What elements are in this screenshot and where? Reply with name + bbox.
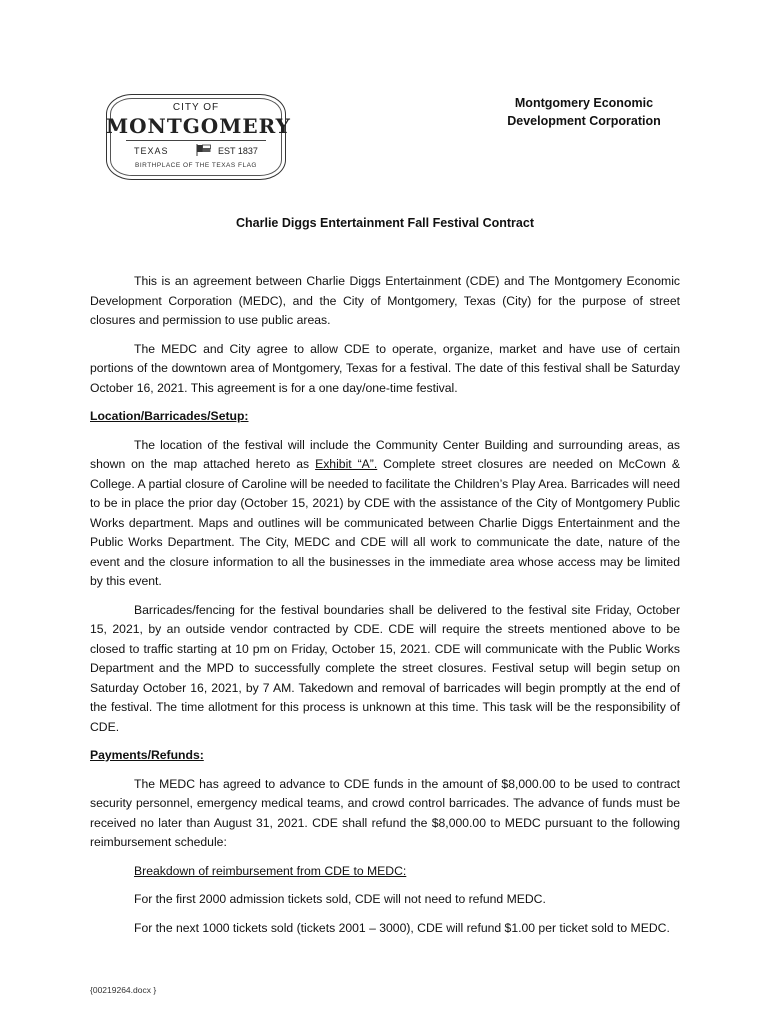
payments-paragraph: The MEDC has agreed to advance to CDE funds in the amount of $8,000.00 to be used to contract security personnel, emergency medical teams, and crowd control barricades. The advance of funds must be received no later than August 31, 2021. CDE shall refund the $8,000.00 to MEDC pursuant to the following reimbursement schedule: (90, 776, 680, 849)
section-heading-location: Location/Barricades/Setup: (90, 409, 249, 423)
location-paragraph-1 (90, 436, 680, 592)
texas-flag-icon (196, 144, 212, 156)
logo-city-name: MONTGOMERY (106, 114, 291, 138)
logo-city-of-text: CITY OF (172, 102, 220, 113)
city-of-montgomery-logo (106, 94, 291, 180)
organization-header (495, 94, 673, 130)
breakdown-heading: Breakdown of reimbursement from CDE to MEDC: (134, 863, 407, 878)
intro-paragraph-2: The MEDC and City agree to allow CDE to operate, organize, market and have use of certain portions of the downtown area of Montgomery, Texas for a festival. The date of this festival shall be Saturday October 16, 2021. This agreement is for a one day/one-time festival. (90, 341, 680, 395)
intro-paragraph-1: This is an agreement between Charlie Diggs Entertainment (CDE) and The Montgomery Economic Development Corporation (MEDC), and the City of Montgomery, Texas (City) for the purpose of street closures and permission to use public areas. (90, 274, 680, 327)
org-name-line-1: Montgomery Economic (514, 96, 654, 110)
document-body (90, 272, 680, 947)
location-text-after-exhibit: Complete street closures are needed on McCown & College. A partial closure of Caroline will be needed to facilitate the Children’s Play Area. Barricades will need to be in place the prior day (October 15, 2021) by CDE with the assistance of the City of Montgomery Public Works department. Maps and outlines will be communicated between Charlie Diggs Entertainment and the Public Works Department. The City, MEDC and CDE will all work to communicate the date, nature of the event and the closure information to all the businesses in the immediate area whose access may be limited by this event. (90, 457, 680, 588)
org-name-line-2: Development Corporation (507, 114, 661, 128)
logo-motto: BIRTHPLACE OF THE TEXAS FLAG (134, 162, 257, 169)
document-footer-filename: {00219264.docx } (90, 985, 157, 995)
logo-divider (126, 140, 266, 141)
section-heading-payments: Payments/Refunds: (90, 748, 204, 762)
exhibit-a-reference: Exhibit “A”. (315, 457, 378, 471)
logo-state: TEXAS (134, 146, 169, 156)
breakdown-item-2: For the next 1000 tickets sold (tickets 2001 – 3000), CDE will refund $1.00 per ticket sold to MEDC. (134, 920, 670, 935)
document-title: Charlie Diggs Entertainment Fall Festival Contract (236, 216, 534, 230)
location-text-before-exhibit: The location of the festival will include the Community Center Building and surrounding areas, as shown on the map attached hereto as (90, 437, 680, 471)
logo-established: EST 1837 (218, 146, 258, 156)
breakdown-item-1: For the first 2000 admission tickets sold, CDE will not need to refund MEDC. (134, 892, 546, 906)
barricades-paragraph: Barricades/fencing for the festival boundaries shall be delivered to the festival site Friday, October 15, 2021, by an outside vendor contracted by CDE. CDE will require the streets mentioned above to be closed to traffic starting at 10 pm on Friday, October 15, 2021. CDE will communicate with the Public Works Department and the MPD to successfully complete the street closures. Festival setup will begin setup on Saturday October 16, 2021, by 7 AM. Takedown and removal of barricades will begin promptly at the end of the festival. The time allotment for this process is unknown at this time. This task will be the responsibility of CDE. (90, 602, 680, 734)
